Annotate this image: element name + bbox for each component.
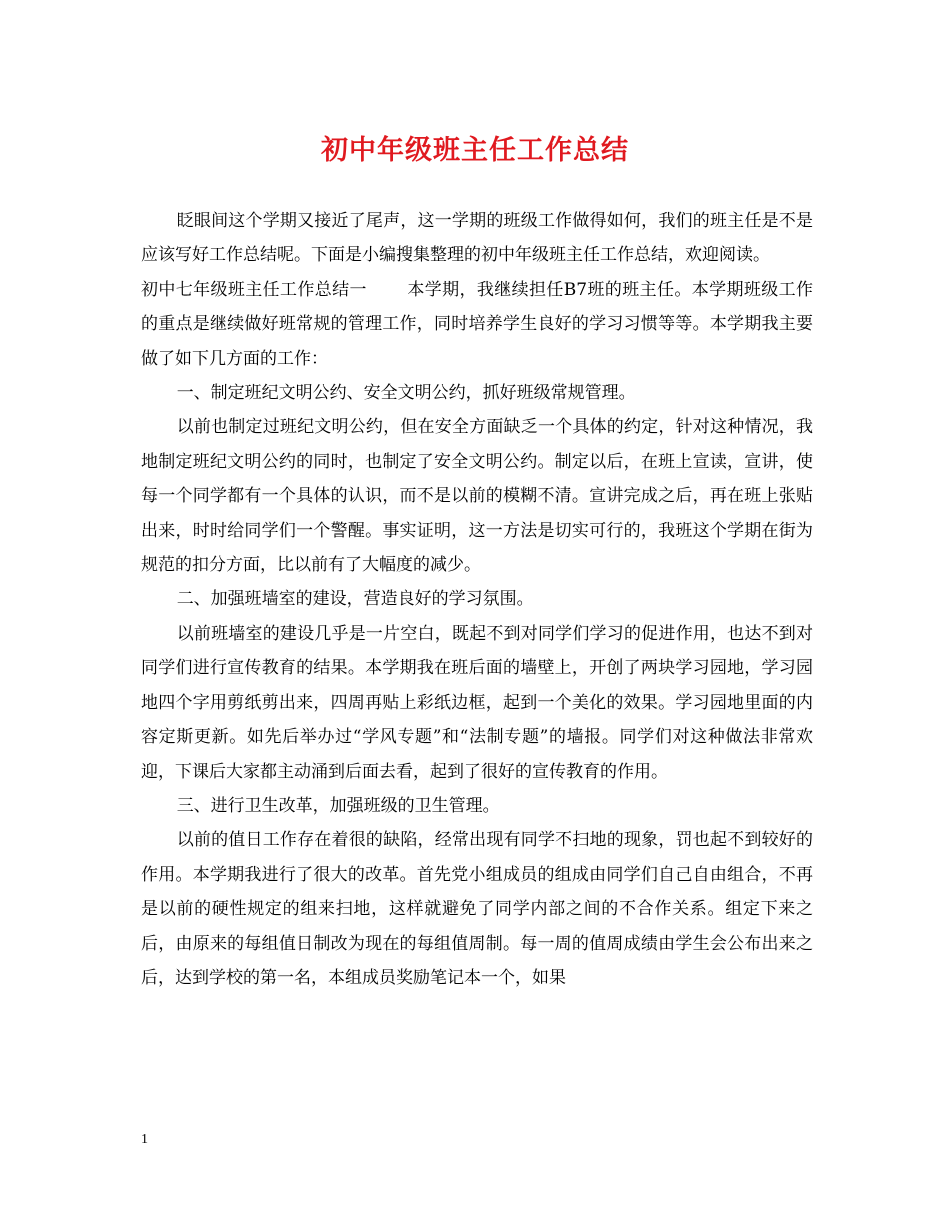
point1-body: 以前也制定过班纪文明公约，但在安全方面缺乏一个具体的约定，针对这种情况，我地制定班纪文明公约的同时，也制定了安全文明公约。制定以后，在班上宣读，宣讲，使每一个同学都有一个具体的认识，而不是以前的模糊不清。宣讲完成之后，再在班上张贴出来，时时给同学们一个警醒。事实证明，这一方法是切实可行的，我班这个学期在街为规范的扣分方面，比以前有了大幅度的减少。 bbox=[141, 417, 813, 576]
section-intro: 本学期，我继续担任B7班的班主任。本学期班级工作的重点是继续做好班常规的管理工作，同时培养学生良好的学习习惯等等。本学期我主要做了如下几方面的工作： bbox=[141, 279, 814, 369]
point1-heading: 一、制定班纪文明公约、安全文明公约，抓好班级常规管理。 bbox=[176, 383, 636, 404]
page-number: 1 bbox=[141, 1132, 148, 1147]
document-title: 初中年级班主任工作总结 bbox=[321, 135, 629, 166]
point2-body: 以前班墙室的建设几乎是一片空白，既起不到对同学们学习的促进作用，也达不到对同学们进行宣传教育的结果。本学期我在班后面的墙壁上，开创了两块学习园地，学习园地四个字用剪纸剪出来，四周再贴上彩纸边框，起到一个美化的效果。学习园地里面的内容定斯更新。如先后举办过“学风专题”和“法制专题”的墙报。同学们对这种做法非常欢迎，下课后大家都主动涌到后面去看，起到了很好的宣传教育的作用。 bbox=[141, 623, 813, 782]
section-paragraph bbox=[141, 273, 813, 376]
intro-paragraph: 眨眼间这个学期又接近了尾声，这一学期的班级工作做得如何，我们的班主任是不是应该写好工作总结呢。下面是小编搜集整理的初中年级班主任工作总结，欢迎阅读。 bbox=[141, 211, 813, 266]
point3-body: 以前的值日工作存在着很的缺陷，经常出现有同学不扫地的现象，罚也起不到较好的作用。本学期我进行了很大的改革。首先党小组成员的组成由同学们自己自由组合，不再是以前的硬性规定的组来扫地，这样就避免了同学内部之间的不合作关系。组定下来之后，由原来的每组值日制改为现在的每组值周制。每一周的值周成绩由学生会公布出来之后，达到学校的第一名，本组成员奖励笔记本一个，如果 bbox=[141, 830, 813, 988]
point2-heading: 二、加强班墙室的建设，营造良好的学习氛围。 bbox=[176, 589, 534, 610]
section-heading: 初中七年级班主任工作总结一 bbox=[141, 279, 367, 300]
point3-heading: 三、进行卫生改革，加强班级的卫生管理。 bbox=[176, 795, 500, 816]
document-body bbox=[141, 204, 813, 995]
